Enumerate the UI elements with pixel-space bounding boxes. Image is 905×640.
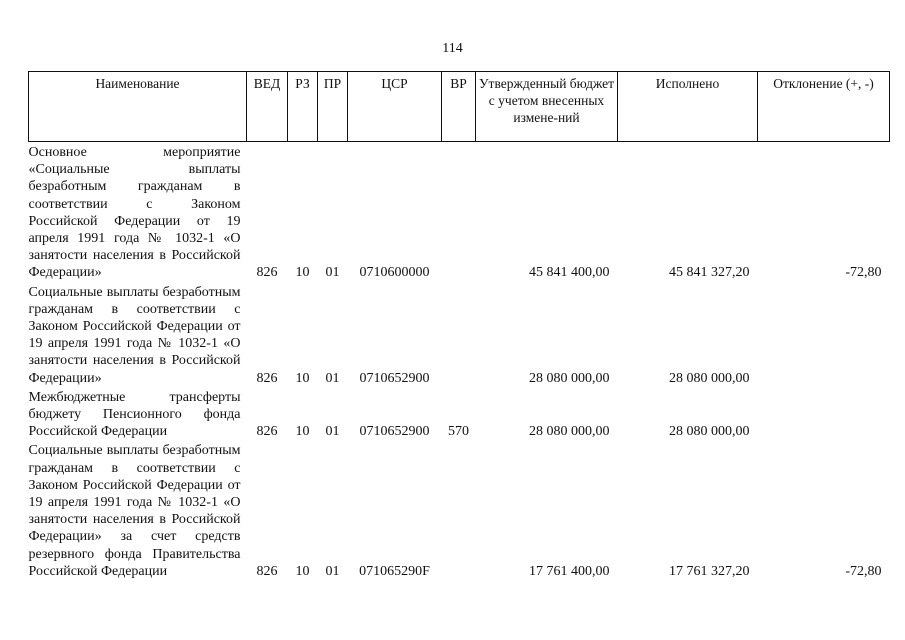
header-rz: РЗ xyxy=(288,72,318,142)
page-number: 114 xyxy=(442,41,463,56)
row-rz: 10 xyxy=(295,265,310,281)
header-approved: Утвержденный бюджет с учетом внесенных измене-ний xyxy=(476,72,618,142)
row-approved: 45 841 400,00 xyxy=(529,265,610,281)
row-executed: 28 080 000,00 xyxy=(669,424,750,440)
row-executed: 17 761 327,20 xyxy=(669,563,750,579)
row-ved: 826 xyxy=(256,424,278,440)
header-name: Наименование xyxy=(29,72,247,142)
row-deviation xyxy=(758,389,890,443)
row-executed: 45 841 327,20 xyxy=(669,265,750,281)
budget-table xyxy=(28,71,890,582)
row-pr: 01 xyxy=(325,370,340,386)
row-csr: 0710600000 xyxy=(359,265,430,281)
table-row xyxy=(29,442,890,582)
row-name: Социальные выплаты безработным гражданам в соответствии с Законом Российской Федерации от 19 апреля 1991 года № 1032-1 «О занятости населения в Российской Федерации» xyxy=(28,284,241,386)
row-pr: 01 xyxy=(325,563,340,579)
header-row xyxy=(29,72,890,142)
row-executed: 28 080 000,00 xyxy=(669,370,750,386)
header-pr: ПР xyxy=(318,72,348,142)
table-row xyxy=(29,284,890,389)
row-name: Межбюджетные трансферты бюджету Пенсионного фонда Российской Федерации xyxy=(28,389,241,440)
row-deviation: -72,80 xyxy=(845,265,882,281)
row-ved: 826 xyxy=(256,265,278,281)
row-csr: 0710652900 xyxy=(359,370,430,386)
row-deviation xyxy=(758,284,890,389)
header-ved: ВЕД xyxy=(247,72,288,142)
row-approved: 28 080 000,00 xyxy=(529,424,610,440)
row-csr: 0710652900 xyxy=(359,424,430,440)
row-name: Социальные выплаты безработным гражданам в соответствии с Законом Российской Федерации от 19 апреля 1991 года № 1032-1 «О занятости населения в Российской Федерации» за счет средств резервного фонда Правительства Российской Федерации xyxy=(28,443,241,579)
row-name: Основное мероприятие «Социальные выплаты безработным гражданам в соответствии с Законом Российской Федерации от 19 апреля 1991 года № 1032-1 «О занятости населения в Российской Федерации» xyxy=(28,145,241,281)
header-executed: Исполнено xyxy=(618,72,758,142)
row-rz: 10 xyxy=(295,563,310,579)
row-pr: 01 xyxy=(325,424,340,440)
header-csr: ЦСР xyxy=(348,72,442,142)
row-ved: 826 xyxy=(256,563,278,579)
row-vr xyxy=(442,142,476,284)
row-vr xyxy=(442,284,476,389)
header-deviation: Отклонение (+, -) xyxy=(758,72,890,142)
header-vr: ВР xyxy=(442,72,476,142)
row-rz: 10 xyxy=(295,424,310,440)
row-rz: 10 xyxy=(295,370,310,386)
row-vr xyxy=(442,442,476,582)
row-deviation: -72,80 xyxy=(845,563,882,579)
row-vr: 570 xyxy=(448,424,469,440)
table-row xyxy=(29,389,890,443)
row-pr: 01 xyxy=(325,265,340,281)
row-approved: 28 080 000,00 xyxy=(529,370,610,386)
row-ved: 826 xyxy=(256,370,278,386)
row-csr: 071065290F xyxy=(359,563,430,579)
row-approved: 17 761 400,00 xyxy=(529,563,610,579)
table-row xyxy=(29,142,890,284)
